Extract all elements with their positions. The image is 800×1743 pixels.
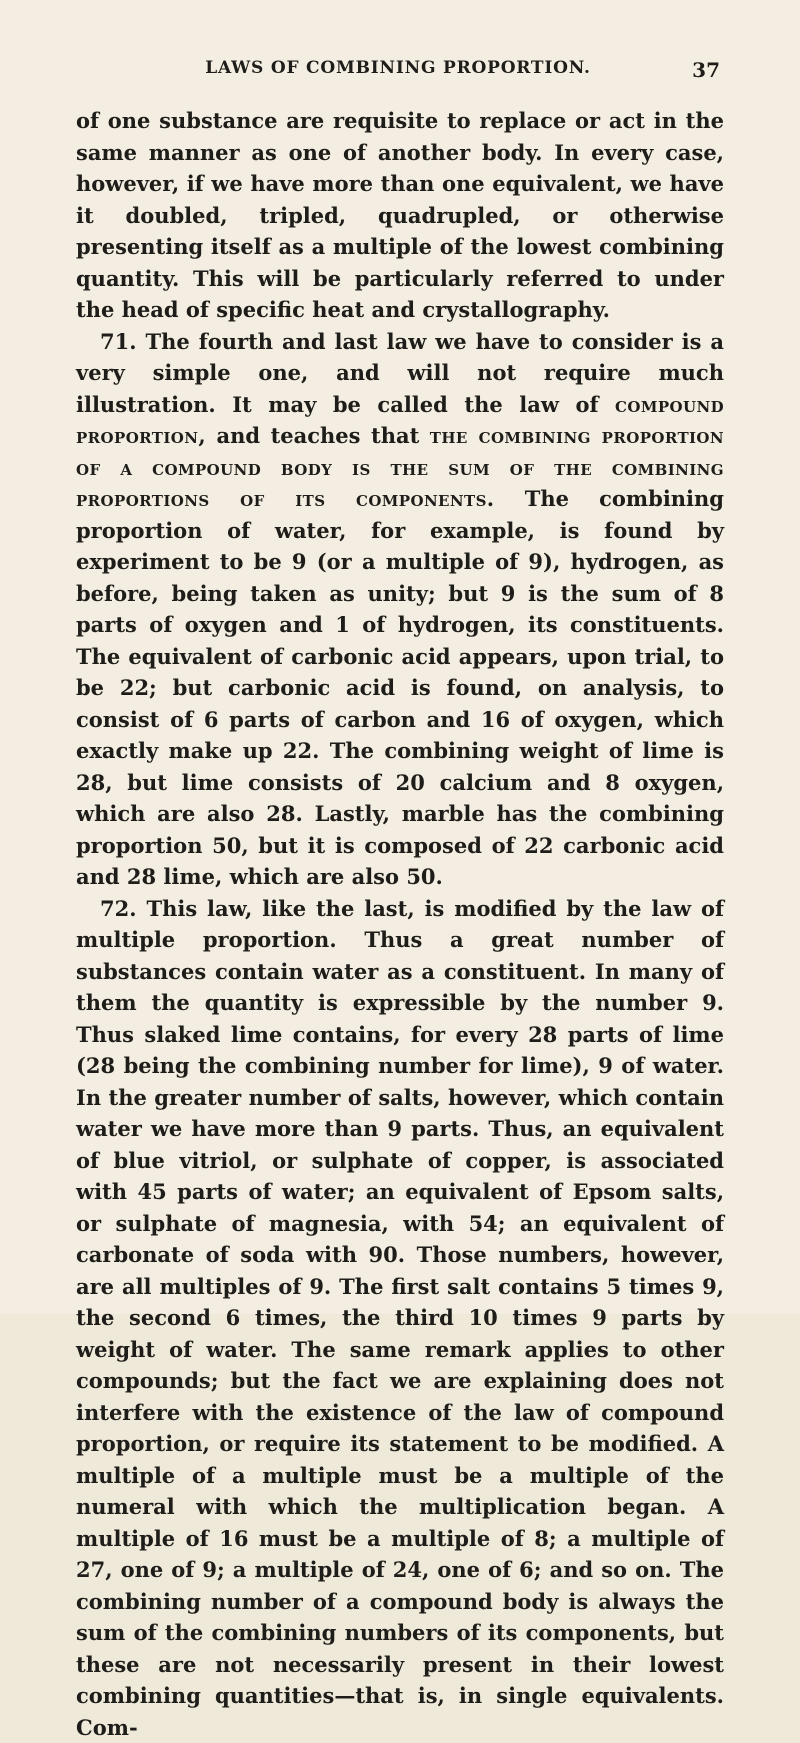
paragraph-71-text-c: The combining proportion of water, for example, is found by experiment to be 9 (or a multiple of 9), hydrogen, as before, being taken as unity; but 9 is the sum of 8 parts of oxygen and 1 of hydrogen, its constituents. The equivalent of carbonic acid appears, upon trial, to be 22; but carbonic acid is found, on analysis, to consist of 6 parts of carbon and 16 of oxygen, which exactly make up 22. The combining weight of lime is 28, but lime consists of 20 calcium and 8 oxygen, which are also 28. Lastly, marble has the combining proportion 50, but it is composed of 22 carbonic acid and 28 lime, which are also 50. [76, 486, 724, 889]
body-text [76, 105, 724, 1743]
law-statement: the combining proportion of a compound body is the sum of the combining proportions of its components. [76, 423, 724, 511]
running-head: LAWS OF COMBINING PROPORTION. [76, 58, 720, 78]
page-header [76, 58, 720, 88]
compound-proportion-term: compound proportion, [76, 392, 724, 449]
paragraph-71-text-b: and teaches that [206, 423, 430, 448]
paragraph-71-text-a: 71. The fourth and last law we have to consider is a very simple one, and will not require much illustration. It may be called the law of [76, 329, 724, 417]
paragraph-72: 72. This law, like the last, is modified by the law of multiple proportion. Thus a great number of substances contain water as a constituent. In many of them the quantity is expressible by the number 9. Thus slaked lime contains, for every 28 parts of lime (28 being the combining number for lime), 9 of water. In the greater number of salts, however, which contain water we have more than 9 parts. Thus, an equivalent of blue vitriol, or sulphate of copper, is associated with 45 parts of water; an equivalent of Epsom salts, or sulphate of magnesia, with 54; an equivalent of carbonate of soda with 90. Those numbers, however, are all multiples of 9. The first salt contains 5 times 9, the second 6 times, the third 10 times 9 parts by weight of water. The same remark applies to other compounds; but the fact we are explaining does not interfere with the existence of the law of compound proportion, or require its statement to be modified. A multiple of a multiple must be a multiple of the numeral with which the multiplication began. A multiple of 16 must be a multiple of 8; a multiple of 27, one of 9; a multiple of 24, one of 6; and so on. The combining number of a compound body is always the sum of the combining numbers of its components, but these are not necessarily present in their lowest combining quantities—that is, in single equivalents. Com- [76, 893, 724, 1743]
page-number: 37 [692, 58, 720, 82]
paragraph-71 [76, 326, 724, 893]
paragraph-continuation: of one substance are requisite to replace or act in the same manner as one of another body. In every case, however, if we have more than one equivalent, we have it doubled, tripled, quadrupled, or otherwise presenting itself as a multiple of the lowest combining quantity. This will be particularly referred to under the head of specific heat and crystallography. [76, 105, 724, 326]
